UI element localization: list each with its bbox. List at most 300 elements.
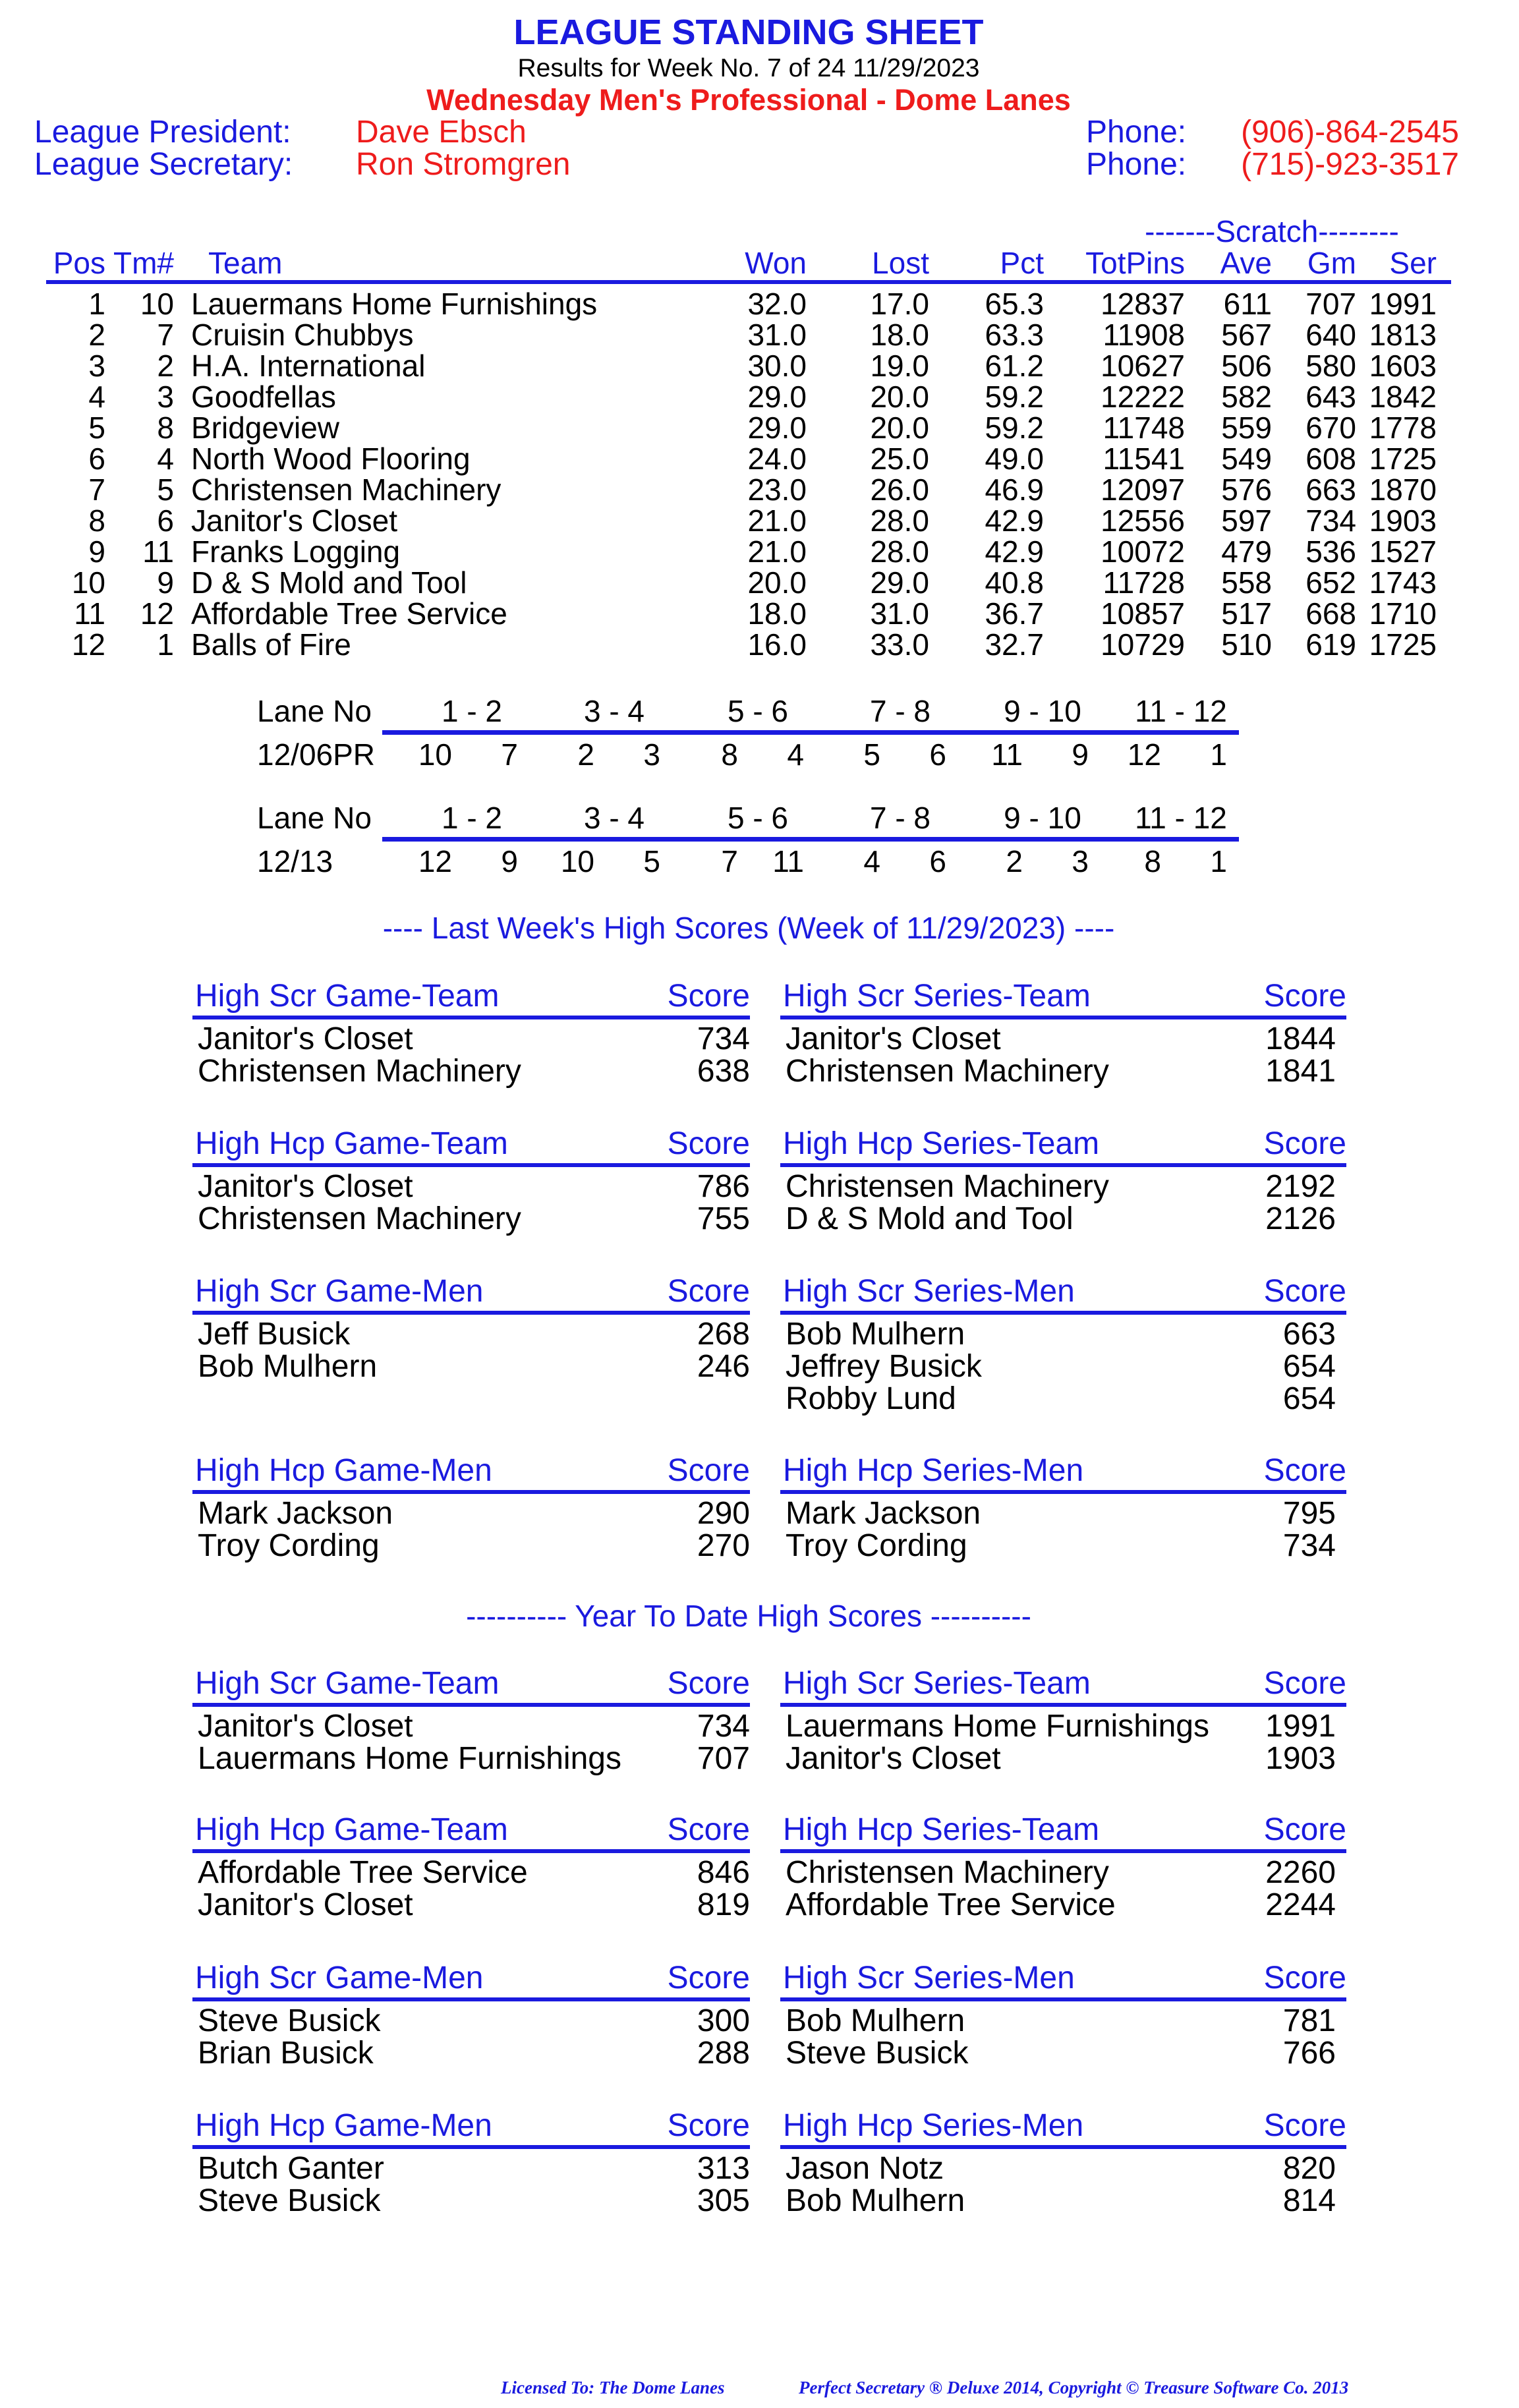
block-score-label: Score — [667, 2108, 750, 2143]
cell-pos: 5 — [88, 411, 105, 445]
entry-score: 814 — [1282, 2183, 1336, 2218]
cell-totpins: 11541 — [1103, 442, 1185, 476]
cell-ave: 558 — [1221, 565, 1272, 600]
block-title: High Hcp Game-Team — [195, 1812, 508, 1847]
block-rule — [780, 1703, 1346, 1707]
block-score-label: Score — [1263, 1126, 1346, 1161]
entry-score: 2244 — [1265, 1887, 1336, 1922]
matchup-team-a: 7 — [721, 844, 738, 878]
entry-score: 1844 — [1265, 1021, 1336, 1056]
matchup-team-b: 3 — [643, 737, 660, 772]
col-header-team: Team — [208, 246, 283, 280]
block-title: High Scr Game-Team — [195, 979, 500, 1014]
col-header-totpins: TotPins — [1085, 246, 1185, 280]
matchup-team-b: 1 — [1210, 844, 1227, 878]
entry-name: Steve Busick — [198, 2183, 381, 2218]
block-title: High Scr Series-Team — [783, 979, 1091, 1014]
cell-ser: 1725 — [1369, 442, 1437, 476]
entry-score: 786 — [697, 1169, 750, 1204]
block-title: High Hcp Game-Men — [195, 1453, 492, 1488]
president-name: Dave Ebsch — [356, 115, 527, 150]
entry-name: Steve Busick — [198, 2003, 381, 2038]
entry-name: Mark Jackson — [198, 1496, 393, 1531]
cell-team-name: Lauermans Home Furnishings — [191, 287, 598, 321]
block-rule — [192, 1849, 750, 1853]
entry-name: Janitor's Closet — [198, 1887, 413, 1922]
cell-ser: 1813 — [1369, 318, 1437, 352]
cell-pct: 42.9 — [985, 503, 1044, 538]
block-score-label: Score — [1263, 1453, 1346, 1488]
entry-name: Affordable Tree Service — [786, 1887, 1116, 1922]
entry-name: Christensen Machinery — [786, 1054, 1109, 1089]
matchup-team-a: 11 — [991, 737, 1023, 772]
cell-totpins: 12222 — [1101, 380, 1185, 414]
entry-name: Brian Busick — [198, 2036, 374, 2071]
entry-name: Janitor's Closet — [198, 1021, 413, 1056]
lane-pair: 1 - 2 — [441, 694, 503, 728]
cell-pos: 6 — [88, 442, 105, 476]
entry-name: Troy Cording — [786, 1528, 967, 1563]
col-header-ser: Ser — [1389, 246, 1437, 280]
cell-team-number: 2 — [157, 349, 174, 383]
entry-score: 2126 — [1265, 1201, 1336, 1236]
entry-name: Janitor's Closet — [198, 1709, 413, 1744]
cell-team-number: 5 — [157, 473, 174, 507]
block-score-label: Score — [1263, 2108, 1346, 2143]
cell-pct: 59.2 — [985, 380, 1044, 414]
cell-pct: 63.3 — [985, 318, 1044, 352]
cell-ser: 1870 — [1369, 473, 1437, 507]
lane-pair: 7 - 8 — [869, 694, 931, 728]
cell-team-name: H.A. International — [191, 349, 426, 383]
entry-name: Robby Lund — [786, 1381, 956, 1416]
entry-score: 2192 — [1265, 1169, 1336, 1204]
entry-name: Affordable Tree Service — [198, 1855, 528, 1890]
lane-no-label: Lane No — [257, 694, 372, 728]
matchup-team-a: 8 — [721, 737, 738, 772]
block-title: High Scr Series-Men — [783, 1274, 1075, 1309]
entry-score: 734 — [1282, 1528, 1336, 1563]
entry-name: Butch Ganter — [198, 2151, 384, 2186]
cell-team-number: 8 — [157, 411, 174, 445]
block-rule — [780, 1016, 1346, 1019]
cell-gm: 668 — [1305, 596, 1356, 631]
cell-lost: 31.0 — [870, 596, 929, 631]
cell-won: 30.0 — [747, 349, 807, 383]
cell-ave: 559 — [1221, 411, 1272, 445]
cell-pct: 46.9 — [985, 473, 1044, 507]
block-title: High Scr Game-Team — [195, 1666, 500, 1701]
cell-ave: 567 — [1221, 318, 1272, 352]
entry-name: Bob Mulhern — [786, 1317, 965, 1352]
standings-header-rule — [46, 280, 1451, 284]
matchup-team-a: 2 — [1006, 844, 1023, 878]
entry-score: 2260 — [1265, 1855, 1336, 1890]
block-rule — [192, 1997, 750, 2001]
lane-pair: 3 - 4 — [583, 694, 645, 728]
cell-gm: 707 — [1305, 287, 1356, 321]
cell-gm: 640 — [1305, 318, 1356, 352]
entry-name: Troy Cording — [198, 1528, 380, 1563]
cell-pos: 11 — [74, 596, 105, 631]
cell-team-name: Goodfellas — [191, 380, 336, 414]
cell-pos: 7 — [88, 473, 105, 507]
cell-totpins: 10857 — [1101, 596, 1185, 631]
cell-team-name: Bridgeview — [191, 411, 339, 445]
cell-ser: 1778 — [1369, 411, 1437, 445]
entry-score: 654 — [1282, 1381, 1336, 1416]
cell-lost: 17.0 — [870, 287, 929, 321]
entry-name: Lauermans Home Furnishings — [786, 1709, 1209, 1744]
block-score-label: Score — [667, 1274, 750, 1309]
cell-won: 23.0 — [747, 473, 807, 507]
page-title: LEAGUE STANDING SHEET — [513, 13, 984, 52]
entry-name: Bob Mulhern — [786, 2003, 965, 2038]
block-rule — [192, 1703, 750, 1707]
cell-totpins: 12097 — [1101, 473, 1185, 507]
lane-pair: 9 - 10 — [1004, 801, 1081, 835]
block-score-label: Score — [667, 1126, 750, 1161]
last-week-heading: ---- Last Week's High Scores (Week of 11/29/2023) ---- — [382, 911, 1115, 945]
cell-team-number: 11 — [142, 534, 174, 569]
cell-ser: 1743 — [1369, 565, 1437, 600]
cell-lost: 26.0 — [870, 473, 929, 507]
cell-pct: 32.7 — [985, 627, 1044, 662]
matchup-team-a: 12 — [1127, 737, 1161, 772]
cell-gm: 536 — [1305, 534, 1356, 569]
matchup-team-b: 4 — [787, 737, 804, 772]
cell-team-number: 7 — [157, 318, 174, 352]
cell-ave: 506 — [1221, 349, 1272, 383]
matchup-team-a: 5 — [863, 737, 880, 772]
cell-ser: 1991 — [1369, 287, 1437, 321]
cell-totpins: 11728 — [1103, 565, 1185, 600]
cell-team-name: Janitor's Closet — [191, 503, 398, 538]
entry-name: Christensen Machinery — [786, 1855, 1109, 1890]
cell-gm: 580 — [1305, 349, 1356, 383]
footer-licensed: Licensed To: The Dome Lanes — [501, 2378, 725, 2397]
matchup-team-b: 9 — [501, 844, 518, 878]
cell-pct: 36.7 — [985, 596, 1044, 631]
cell-ser: 1903 — [1369, 503, 1437, 538]
col-header-pos: Pos — [53, 246, 105, 280]
cell-gm: 670 — [1305, 411, 1356, 445]
lane-rule — [382, 837, 1239, 842]
cell-pos: 12 — [71, 627, 105, 662]
block-title: High Scr Series-Team — [783, 1666, 1091, 1701]
lane-pair: 11 - 12 — [1135, 801, 1227, 835]
block-rule — [780, 1997, 1346, 2001]
cell-ser: 1842 — [1369, 380, 1437, 414]
cell-pct: 59.2 — [985, 411, 1044, 445]
entry-name: Janitor's Closet — [786, 1741, 1001, 1776]
block-title: High Scr Series-Men — [783, 1961, 1075, 1995]
block-rule — [780, 2145, 1346, 2149]
block-title: High Hcp Series-Team — [783, 1126, 1100, 1161]
cell-won: 24.0 — [747, 442, 807, 476]
lane-date: 12/06PR — [257, 737, 376, 772]
cell-pos: 9 — [88, 534, 105, 569]
matchup-team-b: 7 — [501, 737, 518, 772]
cell-ser: 1710 — [1369, 596, 1437, 631]
cell-pos: 3 — [88, 349, 105, 383]
cell-gm: 663 — [1305, 473, 1356, 507]
cell-team-number: 1 — [157, 627, 174, 662]
matchup-team-b: 6 — [929, 844, 946, 878]
cell-gm: 652 — [1305, 565, 1356, 600]
matchup-team-a: 12 — [418, 844, 452, 878]
lane-date: 12/13 — [257, 844, 333, 878]
cell-lost: 18.0 — [870, 318, 929, 352]
block-score-label: Score — [1263, 1961, 1346, 1995]
entry-score: 707 — [697, 1741, 750, 1776]
block-title: High Hcp Series-Men — [783, 1453, 1084, 1488]
entry-score: 820 — [1282, 2151, 1336, 2186]
cell-lost: 28.0 — [870, 503, 929, 538]
secretary-label: League Secretary: — [34, 147, 293, 182]
cell-pct: 61.2 — [985, 349, 1044, 383]
matchup-team-b: 3 — [1072, 844, 1089, 878]
cell-team-number: 10 — [140, 287, 174, 321]
cell-won: 29.0 — [747, 411, 807, 445]
lane-pair: 9 - 10 — [1004, 694, 1081, 728]
scratch-label: -------Scratch-------- — [1145, 214, 1399, 248]
cell-won: 21.0 — [747, 503, 807, 538]
cell-team-name: Franks Logging — [191, 534, 401, 569]
block-title: High Scr Game-Men — [195, 1274, 484, 1309]
secretary-name: Ron Stromgren — [356, 147, 571, 182]
cell-pos: 4 — [88, 380, 105, 414]
block-title: High Hcp Series-Team — [783, 1812, 1100, 1847]
matchup-team-b: 1 — [1210, 737, 1227, 772]
block-score-label: Score — [667, 1666, 750, 1701]
block-score-label: Score — [667, 979, 750, 1014]
block-score-label: Score — [1263, 979, 1346, 1014]
cell-team-number: 12 — [140, 596, 174, 631]
entry-score: 300 — [697, 2003, 750, 2038]
cell-won: 31.0 — [747, 318, 807, 352]
col-header-ave: Ave — [1220, 246, 1272, 280]
cell-gm: 619 — [1305, 627, 1356, 662]
matchup-team-b: 6 — [929, 737, 946, 772]
cell-lost: 19.0 — [870, 349, 929, 383]
president-phone: (906)-864-2545 — [1241, 115, 1459, 150]
matchup-team-a: 10 — [560, 844, 594, 878]
entry-name: Lauermans Home Furnishings — [198, 1741, 621, 1776]
president-label: League President: — [34, 115, 291, 150]
entry-score: 654 — [1282, 1349, 1336, 1384]
president-phone-label: Phone: — [1086, 115, 1187, 150]
matchup-team-a: 2 — [577, 737, 594, 772]
cell-totpins: 12556 — [1101, 503, 1185, 538]
cell-pos: 8 — [88, 503, 105, 538]
entry-name: D & S Mold and Tool — [786, 1201, 1074, 1236]
block-rule — [192, 1311, 750, 1315]
cell-ave: 549 — [1221, 442, 1272, 476]
entry-name: Janitor's Closet — [786, 1021, 1001, 1056]
block-title: High Hcp Game-Men — [195, 2108, 492, 2143]
cell-ser: 1603 — [1369, 349, 1437, 383]
cell-team-number: 9 — [157, 565, 174, 600]
entry-score: 1841 — [1265, 1054, 1336, 1089]
cell-gm: 608 — [1305, 442, 1356, 476]
lane-rule — [382, 730, 1239, 735]
cell-lost: 25.0 — [870, 442, 929, 476]
lane-no-label: Lane No — [257, 801, 372, 835]
entry-name: Jason Notz — [786, 2151, 944, 2186]
block-rule — [780, 1311, 1346, 1315]
cell-lost: 33.0 — [870, 627, 929, 662]
cell-pct: 65.3 — [985, 287, 1044, 321]
matchup-team-a: 8 — [1144, 844, 1161, 878]
entry-name: Janitor's Closet — [198, 1169, 413, 1204]
matchup-team-a: 10 — [418, 737, 452, 772]
entry-score: 270 — [697, 1528, 750, 1563]
col-header-tm: Tm# — [113, 246, 174, 280]
cell-gm: 643 — [1305, 380, 1356, 414]
block-title: High Hcp Game-Team — [195, 1126, 508, 1161]
cell-pct: 42.9 — [985, 534, 1044, 569]
col-header-lost: Lost — [872, 246, 929, 280]
cell-lost: 20.0 — [870, 411, 929, 445]
matchup-team-b: 9 — [1072, 737, 1089, 772]
cell-ave: 611 — [1223, 287, 1272, 321]
entry-name: Christensen Machinery — [786, 1169, 1109, 1204]
cell-ave: 582 — [1221, 380, 1272, 414]
cell-ave: 510 — [1221, 627, 1272, 662]
entry-score: 663 — [1282, 1317, 1336, 1352]
cell-totpins: 10627 — [1101, 349, 1185, 383]
cell-team-name: Balls of Fire — [191, 627, 351, 662]
cell-ave: 517 — [1221, 596, 1272, 631]
entry-score: 288 — [697, 2036, 750, 2071]
cell-totpins: 10729 — [1101, 627, 1185, 662]
block-rule — [192, 2145, 750, 2149]
cell-team-number: 6 — [157, 503, 174, 538]
entry-score: 819 — [697, 1887, 750, 1922]
footer-copyright: Perfect Secretary ® Deluxe 2014, Copyright © Treasure Software Co. 2013 — [799, 2378, 1349, 2397]
lane-pair: 11 - 12 — [1135, 694, 1227, 728]
cell-totpins: 11748 — [1103, 411, 1185, 445]
entry-score: 734 — [697, 1021, 750, 1056]
entry-score: 734 — [697, 1709, 750, 1744]
cell-won: 18.0 — [747, 596, 807, 631]
entry-score: 313 — [697, 2151, 750, 2186]
block-score-label: Score — [1263, 1274, 1346, 1309]
cell-team-name: Cruisin Chubbys — [191, 318, 414, 352]
entry-score: 268 — [697, 1317, 750, 1352]
block-score-label: Score — [667, 1961, 750, 1995]
entry-name: Jeff Busick — [198, 1317, 351, 1352]
secretary-phone: (715)-923-3517 — [1241, 147, 1459, 182]
entry-score: 846 — [697, 1855, 750, 1890]
matchup-team-b: 5 — [643, 844, 660, 878]
entry-name: Mark Jackson — [786, 1496, 981, 1531]
cell-totpins: 11908 — [1103, 318, 1185, 352]
cell-won: 16.0 — [747, 627, 807, 662]
entry-score: 755 — [697, 1201, 750, 1236]
entry-name: Christensen Machinery — [198, 1054, 521, 1089]
cell-team-name: North Wood Flooring — [191, 442, 471, 476]
block-rule — [192, 1016, 750, 1019]
block-score-label: Score — [667, 1812, 750, 1847]
entry-score: 795 — [1282, 1496, 1336, 1531]
block-rule — [192, 1163, 750, 1167]
block-score-label: Score — [1263, 1666, 1346, 1701]
block-score-label: Score — [667, 1453, 750, 1488]
lane-pair: 1 - 2 — [441, 801, 503, 835]
cell-team-name: Christensen Machinery — [191, 473, 502, 507]
cell-team-name: Affordable Tree Service — [191, 596, 507, 631]
secretary-phone-label: Phone: — [1086, 147, 1187, 182]
block-rule — [780, 1849, 1346, 1853]
matchup-team-b: 11 — [772, 844, 804, 878]
ytd-heading: ---------- Year To Date High Scores ---------- — [466, 1599, 1031, 1633]
cell-team-name: D & S Mold and Tool — [191, 565, 467, 600]
entry-score: 1991 — [1265, 1709, 1336, 1744]
cell-won: 32.0 — [747, 287, 807, 321]
cell-lost: 20.0 — [870, 380, 929, 414]
cell-totpins: 10072 — [1101, 534, 1185, 569]
cell-pct: 49.0 — [985, 442, 1044, 476]
cell-ave: 576 — [1221, 473, 1272, 507]
block-title: High Hcp Series-Men — [783, 2108, 1084, 2143]
cell-pos: 2 — [88, 318, 105, 352]
league-name: Wednesday Men's Professional - Dome Lanes — [426, 83, 1071, 117]
cell-ave: 479 — [1221, 534, 1272, 569]
cell-won: 20.0 — [747, 565, 807, 600]
cell-lost: 28.0 — [870, 534, 929, 569]
entry-name: Bob Mulhern — [786, 2183, 965, 2218]
matchup-team-a: 4 — [863, 844, 880, 878]
lane-pair: 3 - 4 — [583, 801, 645, 835]
cell-totpins: 12837 — [1101, 287, 1185, 321]
col-header-gm: Gm — [1307, 246, 1356, 280]
col-header-won: Won — [745, 246, 807, 280]
cell-ser: 1527 — [1369, 534, 1437, 569]
cell-ave: 597 — [1221, 503, 1272, 538]
entry-score: 766 — [1282, 2036, 1336, 2071]
lane-pair: 5 - 6 — [727, 694, 789, 728]
entry-score: 290 — [697, 1496, 750, 1531]
entry-name: Christensen Machinery — [198, 1201, 521, 1236]
lane-pair: 5 - 6 — [727, 801, 789, 835]
results-line: Results for Week No. 7 of 24 11/29/2023 — [517, 54, 980, 82]
entry-name: Steve Busick — [786, 2036, 969, 2071]
block-title: High Scr Game-Men — [195, 1961, 484, 1995]
entry-score: 1903 — [1265, 1741, 1336, 1776]
col-header-pct: Pct — [1000, 246, 1044, 280]
cell-ser: 1725 — [1369, 627, 1437, 662]
cell-won: 21.0 — [747, 534, 807, 569]
block-rule — [780, 1163, 1346, 1167]
lane-pair: 7 - 8 — [869, 801, 931, 835]
entry-score: 638 — [697, 1054, 750, 1089]
entry-name: Jeffrey Busick — [786, 1349, 982, 1384]
entry-score: 305 — [697, 2183, 750, 2218]
cell-team-number: 3 — [157, 380, 174, 414]
block-rule — [780, 1490, 1346, 1494]
cell-team-number: 4 — [157, 442, 174, 476]
entry-score: 246 — [697, 1349, 750, 1384]
cell-pct: 40.8 — [985, 565, 1044, 600]
block-score-label: Score — [1263, 1812, 1346, 1847]
cell-pos: 1 — [88, 287, 105, 321]
cell-won: 29.0 — [747, 380, 807, 414]
entry-name: Bob Mulhern — [198, 1349, 378, 1384]
entry-score: 781 — [1282, 2003, 1336, 2038]
cell-lost: 29.0 — [870, 565, 929, 600]
